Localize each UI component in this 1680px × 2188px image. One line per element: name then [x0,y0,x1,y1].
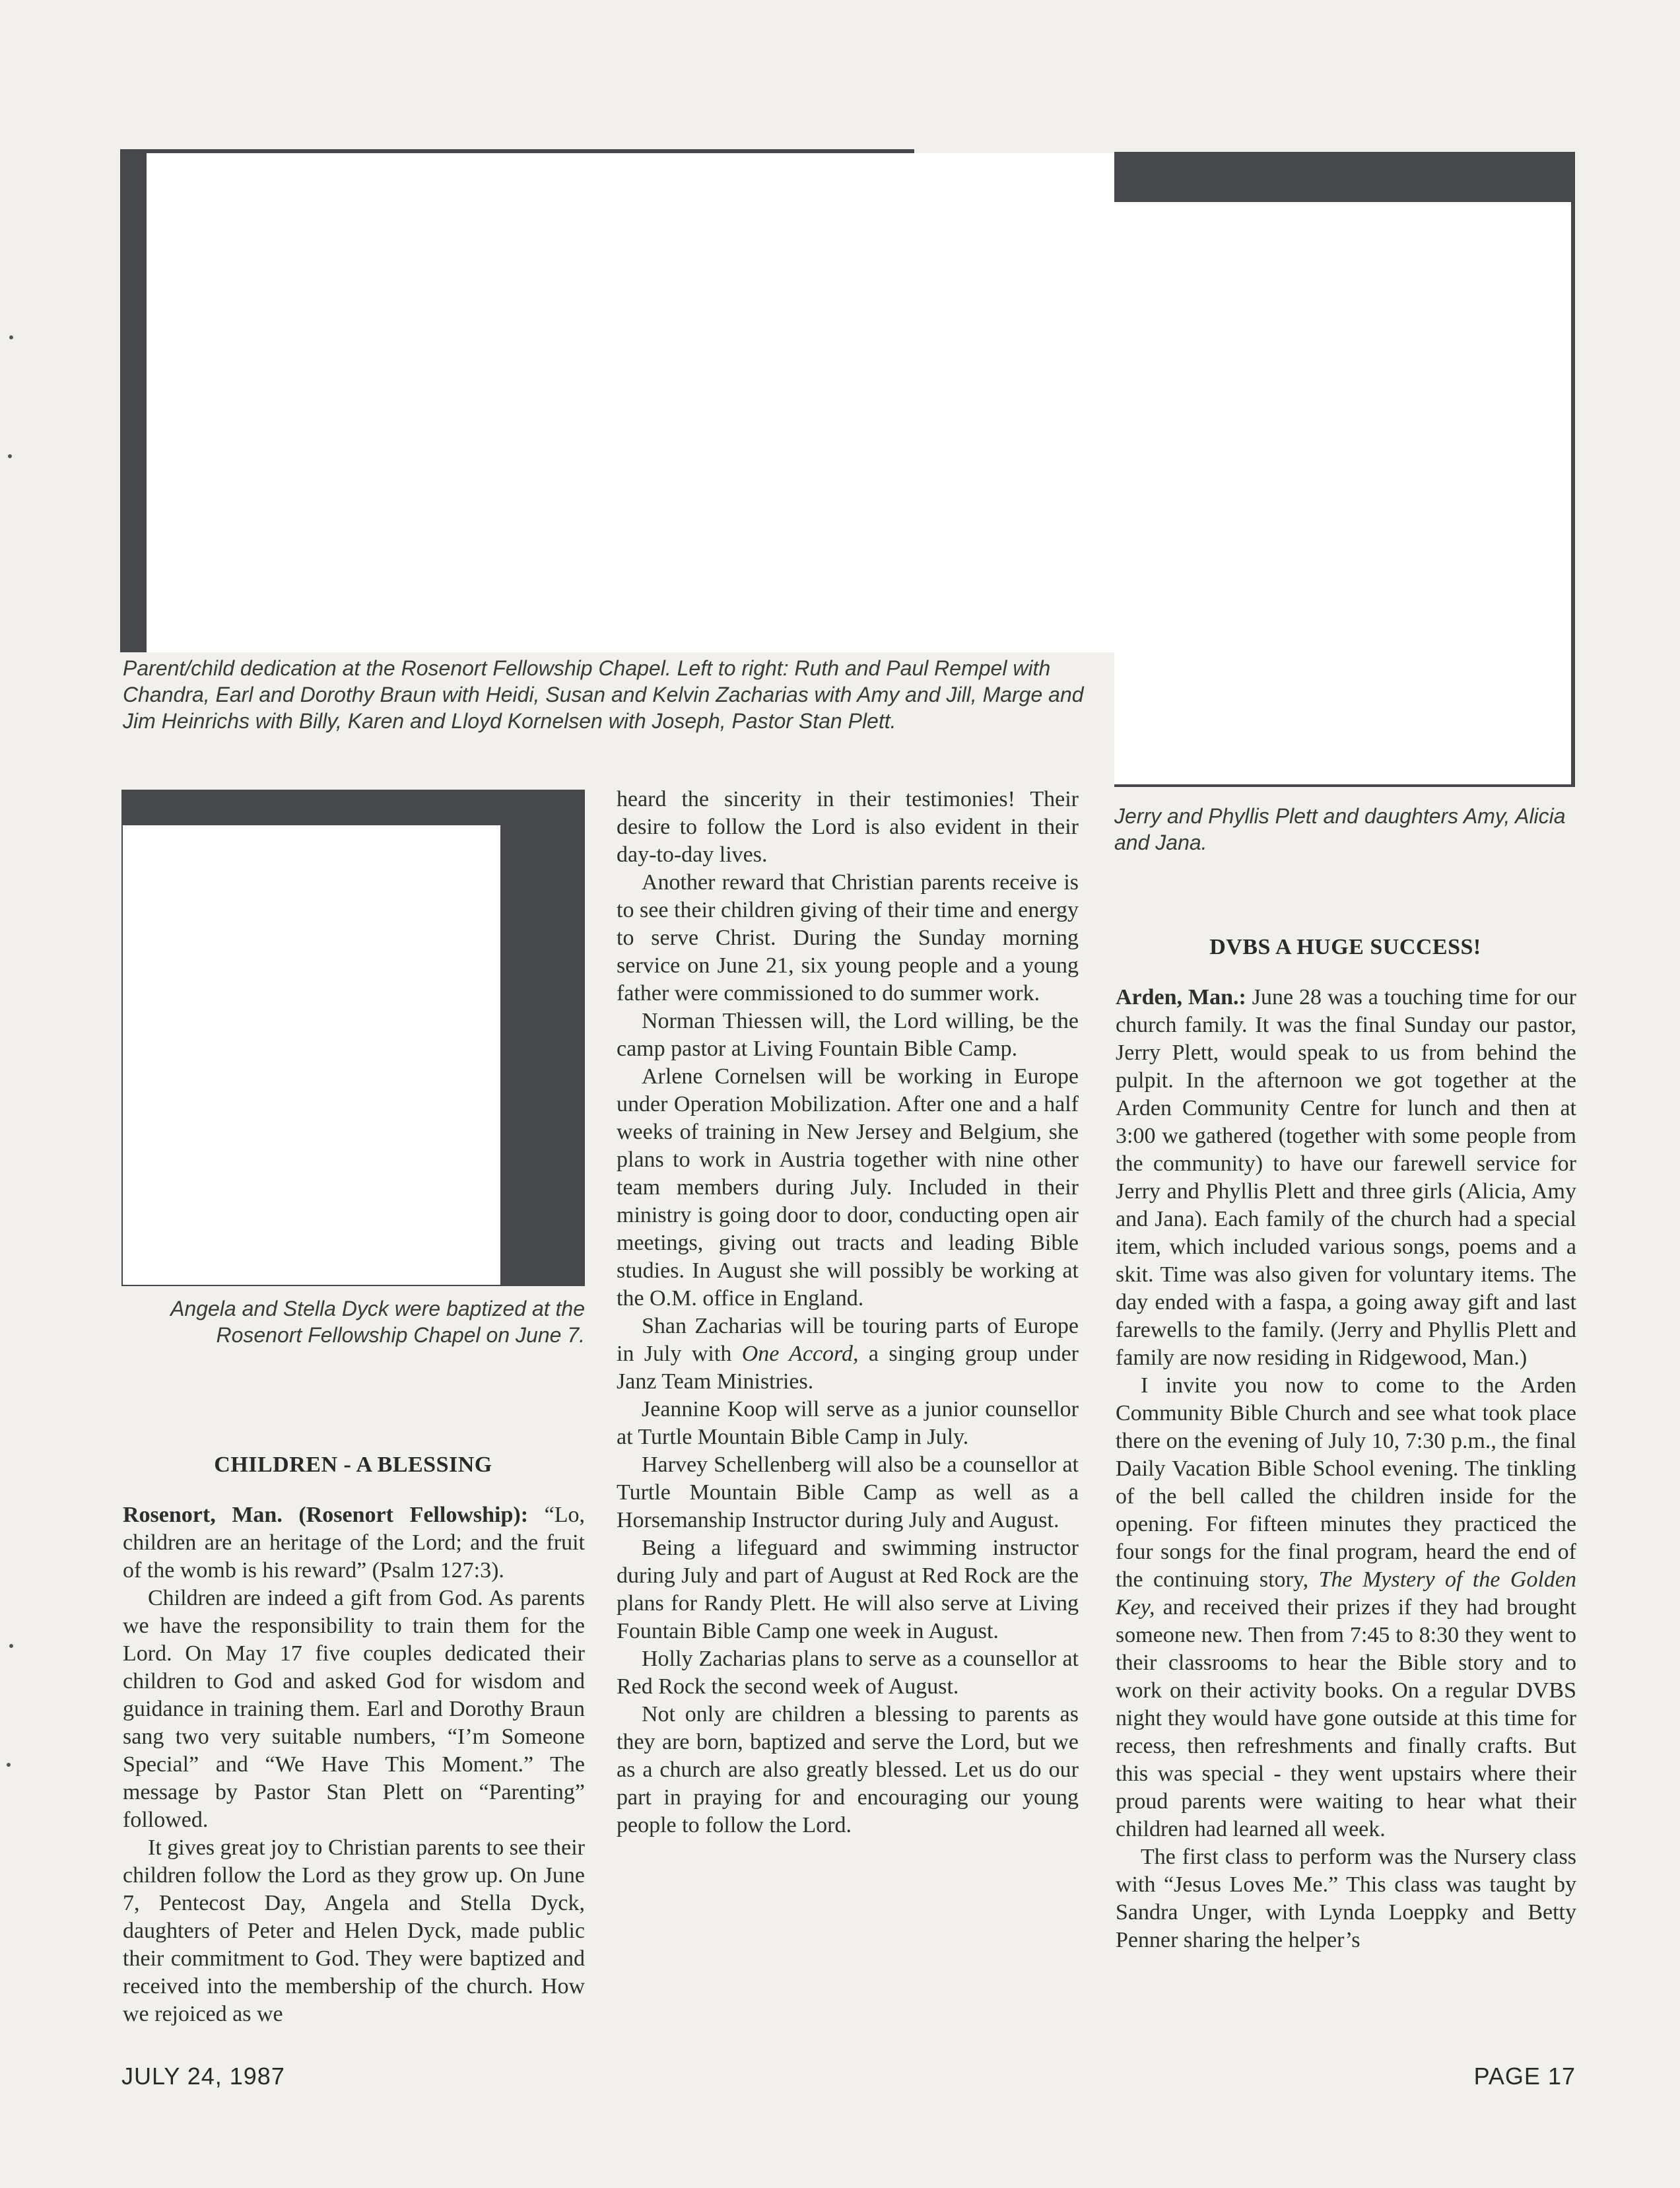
plett-family-caption: Jerry and Phyllis Plett and daughters Amy, Alicia and Jana. [1114,804,1566,854]
dvbs-para-1: June 28 was a touching time for our church family. It was the final Sunday our pastor, Jerry Plett, would speak to us from behind the pulpit. In the afternoon we got together at the Arden Community Centre for lunch and then at 3:00 we gathered (together with some people from the community) to have our farewell service for Jerry and Phyllis Plett and three girls (Alicia, Amy and Jana). Each family of the church had a special item, which included various songs, poems and a skit. Time was also given for voluntary items. The day ended with a faspa, a going away gift and last farewells to the family. (Jerry and Phyllis Plett and family are now residing in Ridgewood, Man.) [1116,985,1576,1370]
children-para-1: “Lo, children are an heritage of the Lord; and the fruit of the womb is his reward” (Psalm 127:3). [123,1503,586,1583]
dedication-photo-placeholder [147,153,1182,652]
middle-para-9: Holly Zacharias plans to serve as a counsellor at Red Rock the second week of August. [617,1647,1079,1699]
scan-speck [9,1644,13,1648]
middle-para-1: heard the sincerity in their testimonies! Their desire to follow the Lord is also evident in their day-to-day lives. [617,787,1079,867]
scan-speck [9,335,13,339]
children-headline: CHILDREN - A BLESSING [214,1453,492,1477]
middle-para-4: Arlene Cornelsen will be working in Europe under Operation Mobilization. After one and a half weeks of training in New Jersey and Belgium, she plans to work in Austria together with nine other team members during July. Included in their ministry is going door to door, conducting open air meetings, giving out tracts and leading Bible studies. In August she will possibly be working at the O.M. office in England. [617,1064,1079,1311]
scan-speck [7,1763,11,1767]
dedication-caption: Parent/child dedication at the Rosenort Fellowship Chapel. Left to right: Ruth and Paul Rempel with Chandra, Earl and Dorothy Braun with Heidi, Susan and Kelvin Zacharias with Amy and Jill, Marge and Jim Heinrichs with Billy, Karen and Lloyd Kornelsen with Joseph, Pastor Stan Plett. [123,656,1084,733]
children-article-body [123,1501,585,2028]
children-para-3: It gives great joy to Christian parents to see their children follow the Lord as they grow up. On June 7, Pentecost Day, Angela and Stella Dyck, daughters of Peter and Helen Dyck, made public their commitment to God. They were baptized and received into the membership of the church. How we rejoiced as we [123,1835,585,2026]
dvbs-dateline: Arden, Man.: [1116,985,1246,1009]
middle-para-10: Not only are children a blessing to parents as they are born, baptized and serve the Lord, but we as a church are also greatly blessed. Let us do our part in praying for and encouraging our young people to follow the Lord. [617,1702,1079,1837]
footer-page-number: PAGE 17 [1473,2063,1576,2090]
dvbs-article-body [1116,984,1576,1954]
middle-para-3: Norman Thiessen will, the Lord willing, be the camp pastor at Living Fountain Bible Camp. [617,1009,1079,1061]
dvbs-para-3: The first class to perform was the Nursery class with “Jesus Loves Me.” This class was taught by Sandra Unger, with Lynda Loeppky and Betty Penner sharing the helper’s [1116,1845,1576,1952]
middle-para-8: Being a lifeguard and swimming instructor during July and part of August at Red Rock are the plans for Randy Plett. He will also serve at Living Fountain Bible Camp one week in August. [617,1536,1079,1643]
footer-date: JULY 24, 1987 [121,2063,285,2090]
dvbs-para-2: I invite you now to come to the Arden Community Bible Church and see what took place there on the evening of July 10, 7:30 p.m., the final Daily Vacation Bible School evening. The tinkling of the bell called the children inside for the opening. For fifteen minutes they practiced the four songs for the final program, heard the end of the continuing story, The Mystery of the Golden Key, and received their prizes if they had brought someone new. Then from 7:45 to 8:30 they went to their classrooms to hear the Bible story and to work on their activity books. On a regular DVBS night they would have gone outside at this time for recess, then refreshments and finally crafts. But this was special - they went upstairs where their proud parents were waiting to hear what their children had learned all week. [1116,1373,1577,1841]
dvbs-headline: DVBS A HUGE SUCCESS! [1209,935,1481,959]
children-dateline: Rosenort, Man. (Rosenort Fellowship): [123,1503,529,1527]
baptism-photo-placeholder [123,825,500,1285]
middle-para-7: Harvey Schellenberg will also be a counsellor at Turtle Mountain Bible Camp as well as a Horsemanship Instructor during July and August. [617,1453,1079,1532]
middle-column-body [617,786,1079,1839]
middle-para-2: Another reward that Christian parents receive is to see their children giving of their time and energy to serve Christ. During the Sunday morning service on June 21, six young people and a young father were commissioned to do summer work. [617,870,1079,1006]
middle-para-5: Shan Zacharias will be touring parts of Europe in July with One Accord, a singing group under Janz Team Ministries. [617,1314,1079,1394]
middle-para-6: Jeannine Koop will serve as a junior counsellor at Turtle Mountain Bible Camp in July. [617,1397,1079,1449]
scan-speck [8,454,12,458]
children-para-2: Children are indeed a gift from God. As parents we have the responsibility to train them for the Lord. On May 17 five couples dedicated their children to God and asked God for wisdom and guidance in training them. Earl and Dorothy Braun sang two very suitable numbers, “I’m Someone Special” and “We Have This Moment.” The message by Pastor Stan Plett on “Parenting” followed. [123,1586,585,1832]
baptism-caption: Angela and Stella Dyck were baptized at the Rosenort Fellowship Chapel on June 7. [170,1297,585,1347]
plett-family-photo-placeholder [1114,202,1571,784]
